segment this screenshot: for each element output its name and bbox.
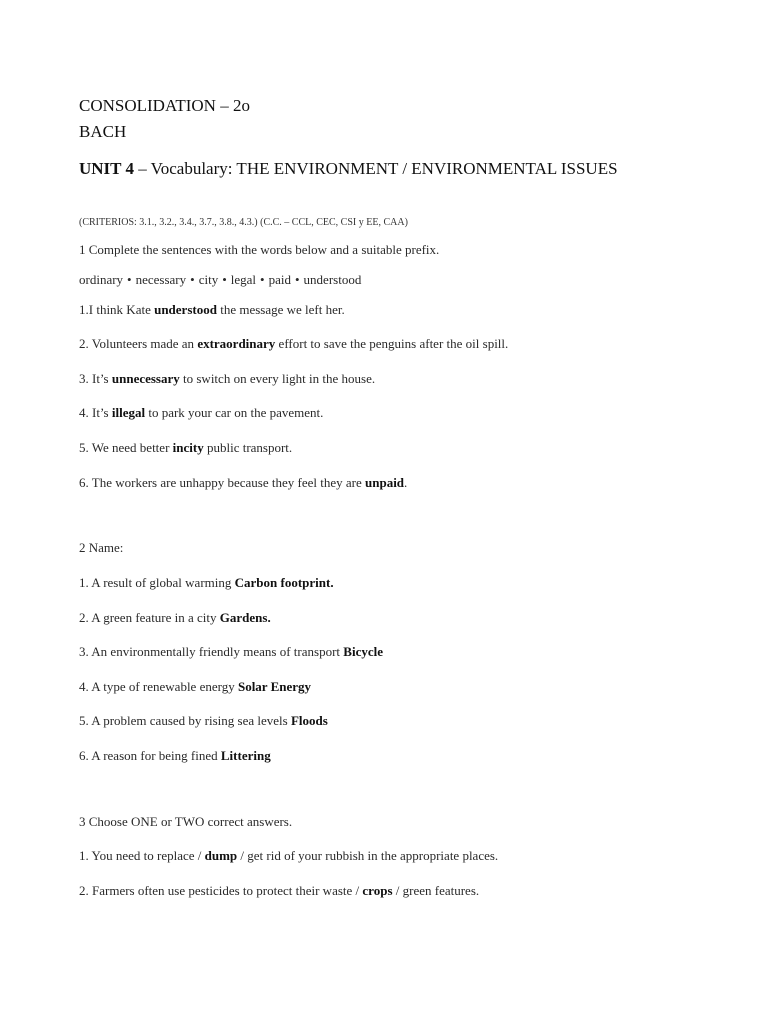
item-answer: incity — [172, 440, 204, 455]
exercise-1-item — [79, 474, 407, 492]
item-text: 3. It’s — [79, 371, 112, 386]
exercise-1-instruction: 1 Complete the sentences with the words below and a suitable prefix. — [79, 242, 440, 257]
exercise-2-item — [79, 747, 271, 765]
exercise-2-item — [79, 678, 311, 696]
unit-heading — [79, 156, 619, 181]
item-text: 1. A result of global warming — [79, 575, 235, 590]
word-separator: • — [260, 272, 265, 287]
item-text: / green features. — [392, 883, 480, 898]
item-text: 2. Farmers often use pesticides to protect their waste / — [79, 883, 363, 898]
exercise-1-item — [79, 404, 323, 422]
item-text: 2. A green feature in a city — [79, 610, 220, 625]
item-text: to switch on every light in the house. — [179, 371, 376, 386]
word-bank-item: city — [198, 272, 219, 287]
criteria-note: (CRITERIOS: 3.1., 3.2., 3.4., 3.7., 3.8., 4.3.) (C.C. – CCL, CEC, CSI y EE, CAA) — [79, 217, 408, 228]
exercise-3-item — [79, 847, 498, 865]
exercise-2-item — [79, 609, 271, 627]
item-answer: understood — [154, 302, 217, 317]
item-text: 6. The workers are unhappy because they feel they are — [79, 475, 365, 490]
item-answer: Bicycle — [343, 644, 383, 659]
item-answer: Solar Energy — [237, 679, 312, 694]
item-answer: extraordinary — [197, 336, 276, 351]
exercise-2-item — [79, 712, 328, 730]
word-bank-item: ordinary — [79, 272, 124, 287]
item-text: 4. It’s — [79, 405, 112, 420]
item-answer: dump — [204, 848, 238, 863]
exercise-1-item — [79, 370, 375, 388]
item-text: / get rid of your rubbish in the appropriate places. — [237, 848, 499, 863]
item-text: public transport. — [203, 440, 293, 455]
document-title: CONSOLIDATION – 2o — [79, 96, 250, 115]
item-text: effort to save the penguins after the oil spill. — [275, 336, 509, 351]
word-separator: • — [190, 272, 195, 287]
exercise-1-item — [79, 301, 345, 319]
item-answer: unpaid — [365, 475, 405, 490]
item-answer: illegal — [111, 405, 146, 420]
exercise-3-instruction: 3 Choose ONE or TWO correct answers. — [79, 814, 293, 829]
word-bank — [79, 271, 361, 289]
item-text: 1. You need to replace / — [79, 848, 205, 863]
exercise-1-item — [79, 439, 292, 457]
word-separator: • — [222, 272, 227, 287]
item-text: . — [404, 475, 408, 490]
item-text: 6. A reason for being fined — [79, 748, 221, 763]
unit-dash: – — [133, 159, 151, 178]
word-separator: • — [294, 272, 300, 287]
item-text: 4. A type of renewable energy — [79, 679, 238, 694]
exercise-2-item — [79, 643, 383, 661]
item-text: 2. Volunteers made an — [79, 336, 198, 351]
item-answer: crops — [362, 883, 393, 898]
item-answer: Gardens. — [219, 610, 271, 625]
item-answer: unnecessary — [111, 371, 180, 386]
exercise-2-item — [79, 574, 334, 592]
item-answer: Floods — [290, 713, 328, 728]
exercise-3-item — [79, 882, 479, 900]
item-answer: Littering — [220, 748, 271, 763]
item-text: 1.I think Kate — [79, 302, 155, 317]
item-text: 5. A problem caused by rising sea levels — [79, 713, 291, 728]
word-bank-item: legal — [230, 272, 257, 287]
document-subtitle: BACH — [79, 122, 127, 141]
unit-label: UNIT 4 — [79, 159, 134, 178]
exercise-2-instruction: 2 Name: — [79, 540, 124, 555]
word-bank-item: necessary — [135, 272, 187, 287]
word-separator: • — [127, 272, 132, 287]
item-text: 3. An environmentally friendly means of transport — [79, 644, 344, 659]
word-bank-item: paid — [268, 272, 291, 287]
word-bank-item: understood — [303, 272, 362, 287]
exercise-1-item — [79, 335, 508, 353]
item-text: 5. We need better — [79, 440, 173, 455]
item-text: the message we left her. — [216, 302, 345, 317]
item-text: to park your car on the pavement. — [145, 405, 324, 420]
item-answer: Carbon footprint. — [234, 575, 334, 590]
unit-topic: Vocabulary: THE ENVIRONMENT / ENVIRONMENTAL ISSUES — [150, 159, 618, 178]
